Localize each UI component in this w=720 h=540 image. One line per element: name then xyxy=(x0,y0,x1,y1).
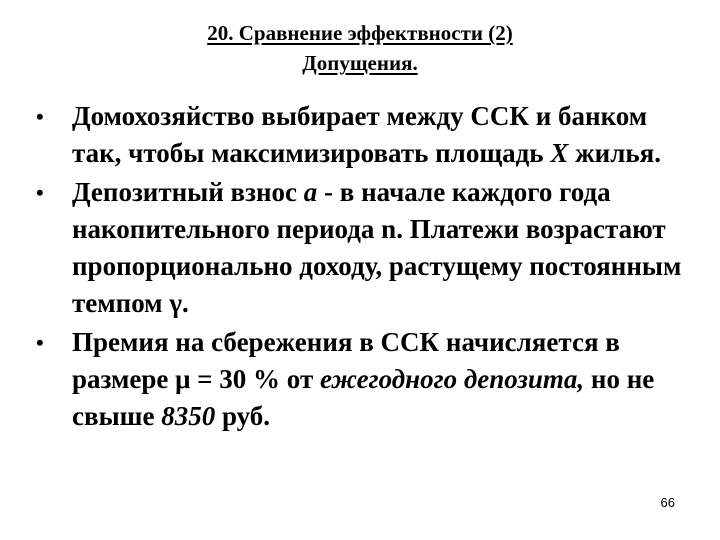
bullet-text xyxy=(72,327,654,431)
bullet-text xyxy=(72,177,681,318)
bullet-item xyxy=(30,174,700,322)
bullet-text-part: Депозитный взнос xyxy=(72,177,304,207)
page-number: 66 xyxy=(660,495,675,510)
slide-title xyxy=(0,18,720,78)
bullet-text-part: 8350 xyxy=(161,401,216,431)
bullet-text-part: Премия на сбережения в ССК начисляется в размере μ = 30 % от xyxy=(72,327,620,394)
bullet-list xyxy=(30,98,700,437)
bullet-text-part: жилья. xyxy=(568,138,661,168)
bullet-text-part: X xyxy=(550,138,569,168)
bullet-item xyxy=(30,324,700,435)
title-line-1: 20. Сравнение эффектвности (2) xyxy=(207,21,513,45)
bullet-text xyxy=(72,101,661,168)
bullet-text-part: Домохозяйство выбирает между ССК и банком так, чтобы максимизировать площадь xyxy=(72,101,648,168)
bullet-text-part: но не свыше xyxy=(72,364,655,431)
bullet-item xyxy=(30,98,700,172)
bullet-text-part: - в начале каждого года накопительного периода n. Платежи возрастают пропорционально доходу, растущему постоянным темпом γ. xyxy=(72,177,682,318)
bullet-text-part: руб. xyxy=(215,401,270,431)
bullet-icon: • xyxy=(36,330,44,355)
bullet-text-part: a xyxy=(303,177,318,207)
bullet-icon: • xyxy=(36,180,44,205)
bullet-text-part: ежегодного депозита, xyxy=(319,364,585,394)
bullet-icon: • xyxy=(36,104,44,129)
title-line-2: Допущения. xyxy=(302,51,418,75)
